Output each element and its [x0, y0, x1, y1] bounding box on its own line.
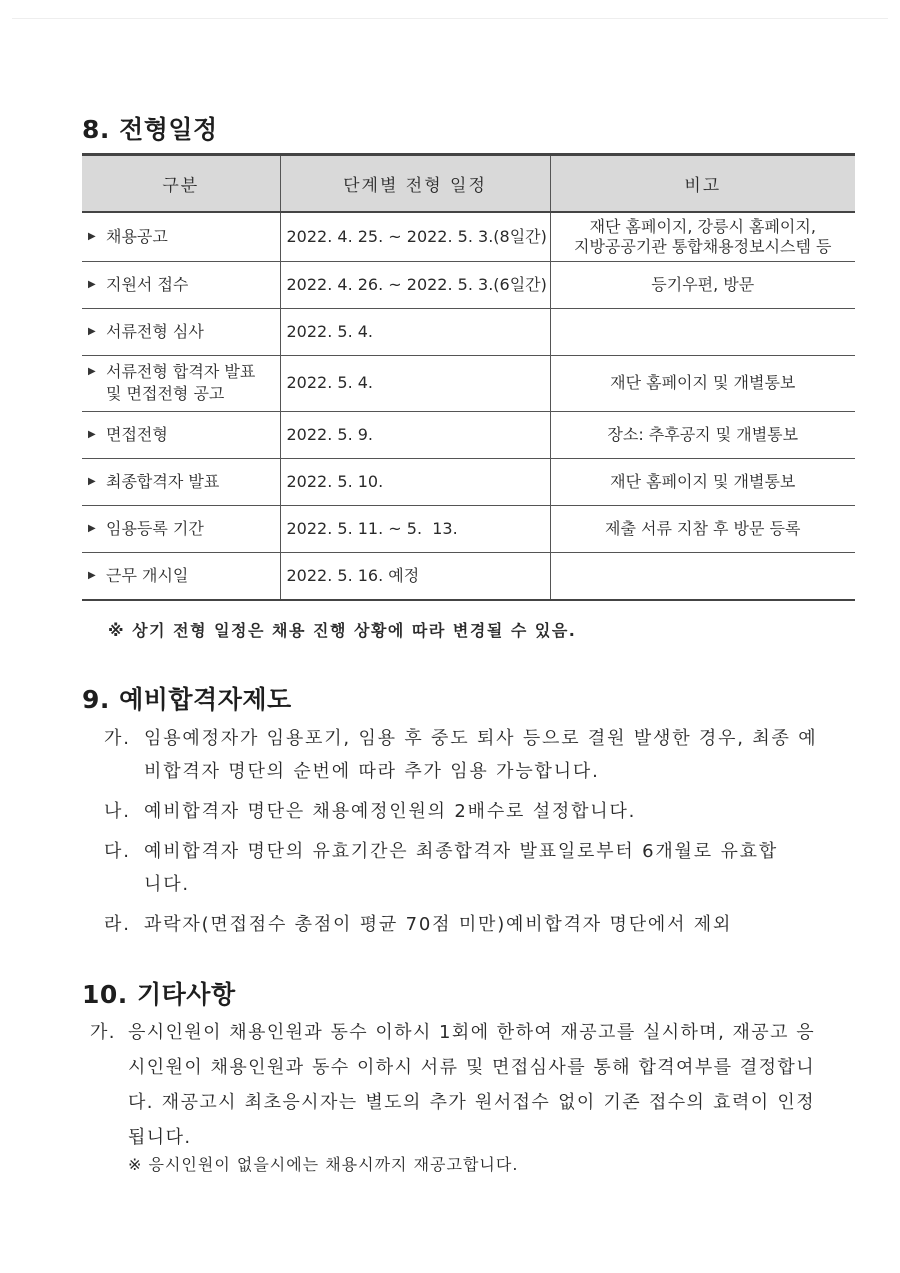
row-schedule: 2022. 4. 25. ~ 2022. 5. 3.(8일간) [280, 212, 550, 261]
triangle-bullet-icon: ▶ [88, 428, 96, 440]
category-label: 면접전형 [106, 424, 168, 444]
row-note [550, 552, 855, 600]
triangle-bullet-icon: ▶ [88, 569, 96, 581]
row-schedule: 2022. 5. 11. ~ 5. 13. [280, 505, 550, 552]
row-note: 장소: 추후공지 및 개별통보 [550, 411, 855, 458]
row-category [82, 411, 280, 458]
row-schedule: 2022. 5. 4. [280, 308, 550, 355]
row-category [82, 261, 280, 308]
table-row [82, 308, 855, 355]
table-header-row [82, 155, 855, 213]
item-text: 예비합격자 명단은 채용예정인원의 2배수로 설정합니다. [144, 801, 637, 822]
category-label: 채용공고 [106, 226, 168, 246]
category-label: 지원서 접수 [106, 274, 189, 294]
row-category [82, 355, 280, 411]
category-label: 근무 개시일 [106, 565, 189, 585]
item-marker: 가. [104, 728, 131, 749]
list-item [104, 835, 824, 901]
header-schedule: 단계별 전형 일정 [280, 155, 550, 213]
item-marker: 다. [104, 841, 131, 862]
triangle-bullet-icon: ▶ [88, 366, 96, 377]
item-text: 예비합격자 명단의 유효기간은 최종합격자 발표일로부터 6개월로 유효합니다. [144, 841, 779, 895]
category-label: 최종합격자 발표 [106, 471, 220, 491]
schedule-table [82, 153, 855, 601]
category-label: 임용등록 기간 [106, 518, 204, 538]
retender-note: ※ 응시인원이 없을시에는 채용시까지 재공고합니다. [128, 1155, 519, 1174]
row-note: 재단 홈페이지 및 개별통보 [550, 458, 855, 505]
section-10-title: 10. 기타사항 [82, 980, 236, 1009]
table-row [82, 458, 855, 505]
table-row [82, 552, 855, 600]
triangle-bullet-icon: ▶ [88, 278, 96, 290]
table-row [82, 261, 855, 308]
triangle-bullet-icon: ▶ [88, 230, 96, 242]
item-marker: 나. [104, 801, 131, 822]
row-note: 재단 홈페이지 및 개별통보 [550, 355, 855, 411]
triangle-bullet-icon: ▶ [88, 522, 96, 534]
top-divider [12, 18, 888, 19]
row-schedule: 2022. 4. 26. ~ 2022. 5. 3.(6일간) [280, 261, 550, 308]
row-schedule: 2022. 5. 4. [280, 355, 550, 411]
row-note: 제출 서류 지참 후 방문 등록 [550, 505, 855, 552]
row-schedule: 2022. 5. 16. 예정 [280, 552, 550, 600]
row-category [82, 505, 280, 552]
table-row [82, 355, 855, 411]
triangle-bullet-icon: ▶ [88, 325, 96, 337]
item-text: 임용예정자가 임용포기, 임용 후 중도 퇴사 등으로 결원 발생한 경우, 최종 예비합격자 명단의 순번에 따라 추가 임용 가능합니다. [144, 728, 818, 782]
row-schedule: 2022. 5. 10. [280, 458, 550, 505]
list-item [104, 908, 824, 941]
row-note: 재단 홈페이지, 강릉시 홈페이지, 지방공공기관 통합채용정보시스템 등 [550, 212, 855, 261]
list-item [104, 795, 824, 828]
section-9-title: 9. 예비합격자제도 [82, 685, 292, 714]
table-row [82, 212, 855, 261]
category-label: 서류전형 심사 [106, 321, 204, 341]
row-note: 등기우편, 방문 [550, 261, 855, 308]
header-category: 구분 [82, 155, 280, 213]
item-text: 과락자(면접점수 총점이 평균 70점 미만)예비합격자 명단에서 제외 [144, 914, 733, 935]
item-marker: 가. [90, 1022, 116, 1043]
header-note: 비고 [550, 155, 855, 213]
table-row [82, 411, 855, 458]
section-8-title: 8. 전형일정 [82, 115, 218, 144]
row-note [550, 308, 855, 355]
list-item [90, 1015, 815, 1155]
row-category [82, 458, 280, 505]
row-category [82, 212, 280, 261]
item-text: 응시인원이 채용인원과 동수 이하시 1회에 한하여 재공고를 실시하며, 재공고 응시인원이 채용인원과 동수 이하시 서류 및 면접심사를 통해 합격여부를 결정합니다. 재공고시 최초응시자는 별도의 추가 원서접수 없이 기존 접수의 효력이 인정됩니다. [128, 1022, 815, 1148]
table-row [82, 505, 855, 552]
row-category [82, 552, 280, 600]
item-marker: 라. [104, 914, 131, 935]
category-label: 서류전형 합격자 발표 및 면접전형 공고 [106, 362, 256, 403]
table-footnote: ※ 상기 전형 일정은 채용 진행 상황에 따라 변경될 수 있음. [108, 621, 577, 640]
row-category [82, 308, 280, 355]
list-item [104, 722, 824, 788]
row-schedule: 2022. 5. 9. [280, 411, 550, 458]
triangle-bullet-icon: ▶ [88, 475, 96, 487]
